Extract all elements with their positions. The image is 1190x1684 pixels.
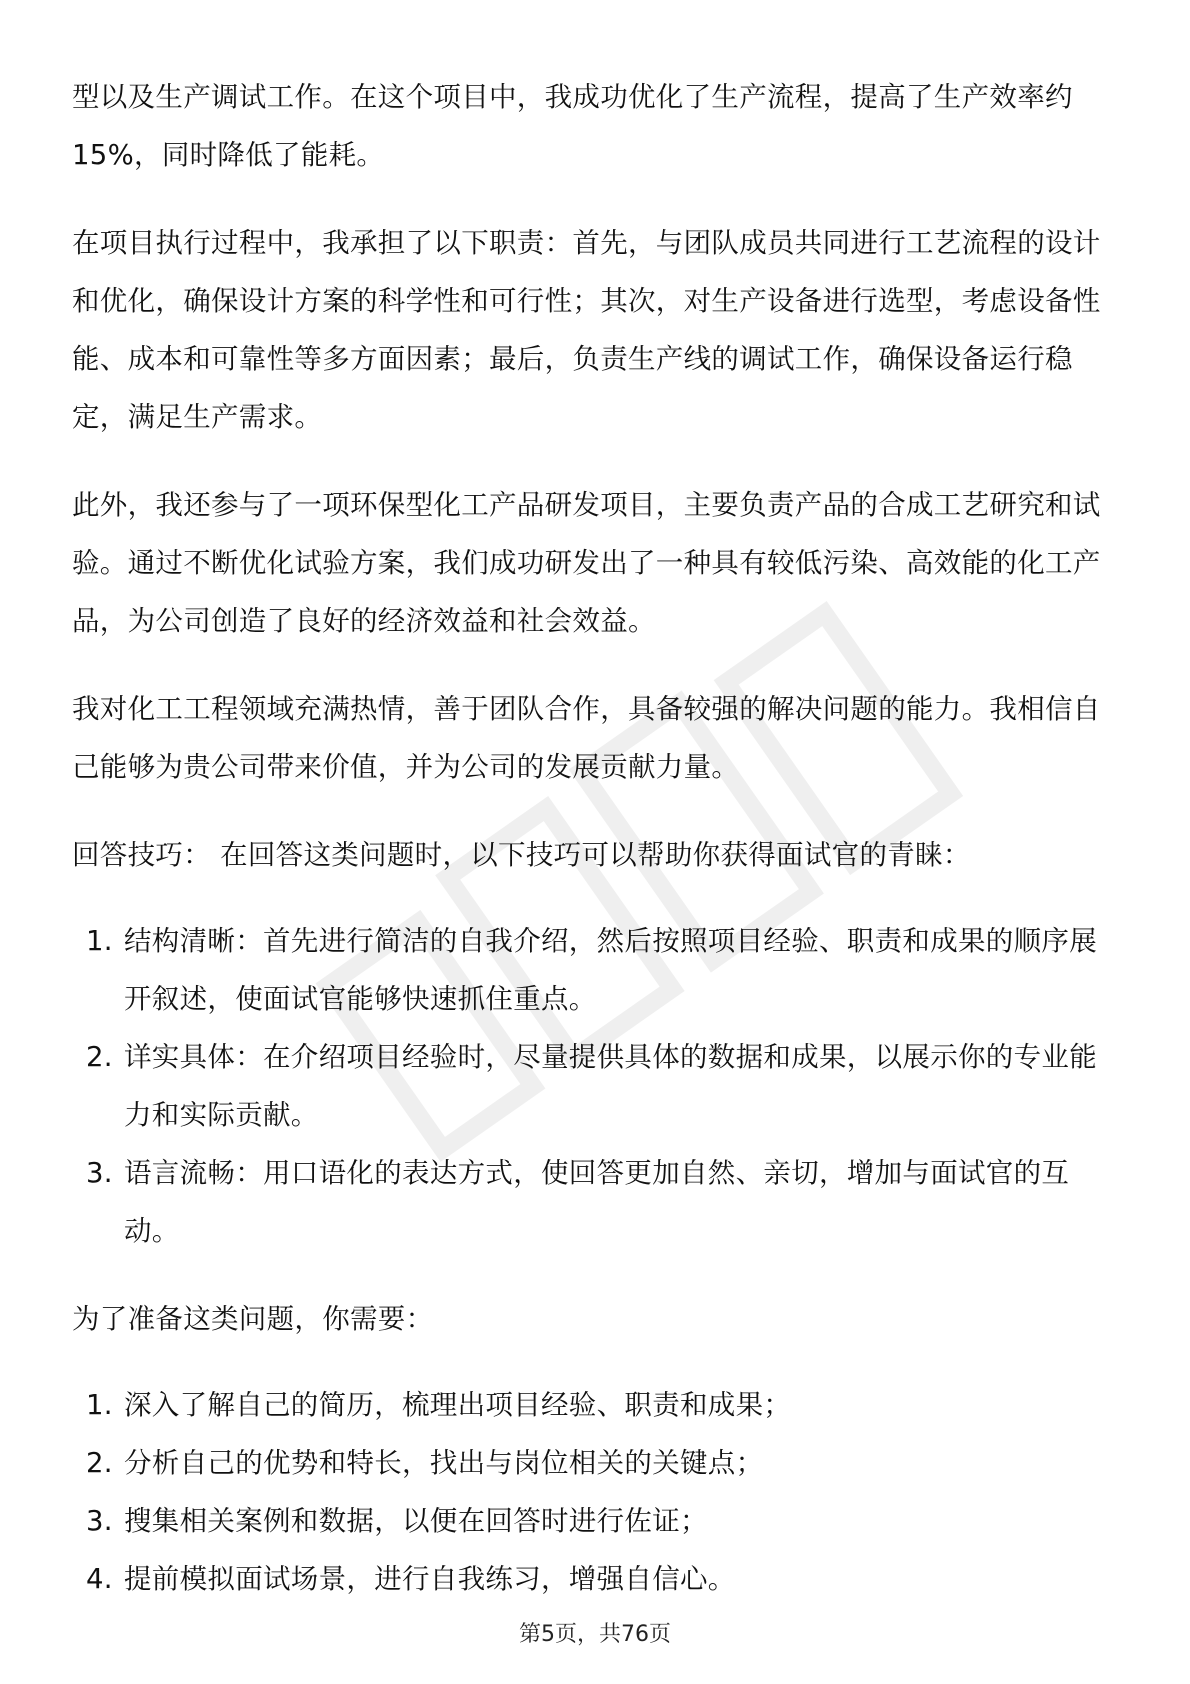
paragraph-intro-continued: 型以及生产调试工作。在这个项目中，我成功优化了生产流程，提高了生产效率约15%，同时降低了能耗。	[72, 81, 1073, 171]
list-text: 深入了解自己的简历，梳理出项目经验、职责和成果；	[124, 1389, 792, 1421]
list-item	[72, 1376, 1122, 1434]
tips-intro: 回答技巧： 在回答这类问题时，以下技巧可以帮助你获得面试官的青睐：	[72, 839, 971, 871]
prep-list	[72, 1376, 1122, 1608]
list-text: 详实具体：在介绍项目经验时，尽量提供具体的数据和成果，以展示你的专业能力和实际贡献。	[124, 1041, 1097, 1131]
list-text: 语言流畅：用口语化的表达方式，使回答更加自然、亲切，增加与面试官的互动。	[124, 1157, 1070, 1247]
tips-list	[72, 912, 1122, 1260]
list-number: 3.	[86, 1157, 113, 1189]
list-text: 分析自己的优势和特长，找出与岗位相关的关键点；	[124, 1447, 764, 1479]
paragraph-closing: 我对化工工程领域充满热情，善于团队合作，具备较强的解决问题的能力。我相信自己能够为贵公司带来价值，并为公司的发展贡献力量。	[72, 693, 1101, 783]
list-text: 搜集相关案例和数据，以便在回答时进行佐证；	[124, 1505, 708, 1537]
list-item	[72, 912, 1122, 1028]
list-item	[72, 1144, 1122, 1260]
list-item	[72, 1550, 1122, 1608]
list-number: 2.	[86, 1447, 113, 1479]
list-text: 提前模拟面试场景，进行自我练习，增强自信心。	[124, 1563, 736, 1595]
paragraph-rnd-project: 此外，我还参与了一项环保型化工产品研发项目，主要负责产品的合成工艺研究和试验。通过不断优化试验方案，我们成功研发出了一种具有较低污染、高效能的化工产品，为公司创造了良好的经济效益和社会效益。	[72, 489, 1101, 637]
paragraph-responsibilities: 在项目执行过程中，我承担了以下职责：首先，与团队成员共同进行工艺流程的设计和优化，确保设计方案的科学性和可行性；其次，对生产设备进行选型，考虑设备性能、成本和可靠性等多方面因素；最后，负责生产线的调试工作，确保设备运行稳定，满足生产需求。	[72, 227, 1101, 433]
prep-intro: 为了准备这类问题，你需要：	[72, 1303, 434, 1335]
list-number: 1.	[86, 1389, 113, 1421]
page-number-footer: 第5页，共76页	[519, 1622, 671, 1647]
list-number: 2.	[86, 1041, 113, 1073]
list-number: 1.	[86, 925, 113, 957]
list-number: 4.	[86, 1563, 113, 1595]
list-item	[72, 1492, 1122, 1550]
list-item	[72, 1434, 1122, 1492]
list-text: 结构清晰：首先进行简洁的自我介绍，然后按照项目经验、职责和成果的顺序展开叙述，使面试官能够快速抓住重点。	[124, 925, 1097, 1015]
list-number: 3.	[86, 1505, 113, 1537]
document-body	[72, 68, 1122, 1608]
list-item	[72, 1028, 1122, 1144]
